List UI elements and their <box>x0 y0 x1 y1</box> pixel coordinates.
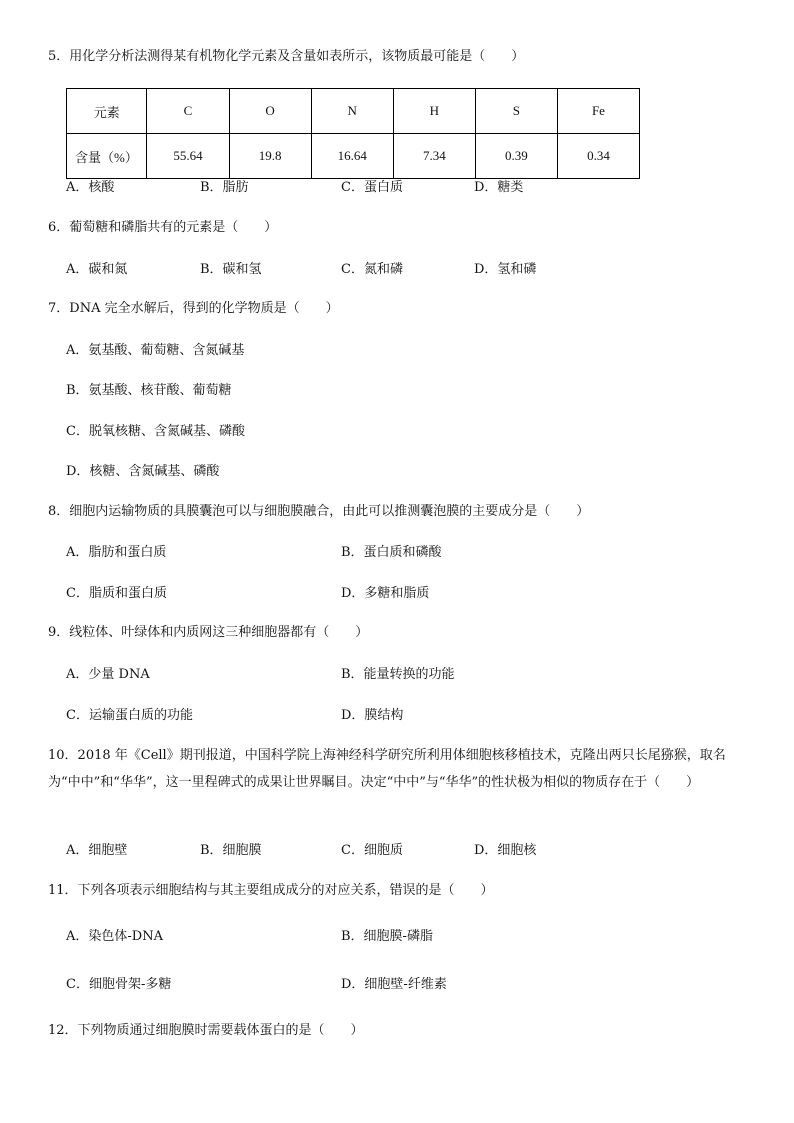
table-cell: 7.34 <box>393 134 475 179</box>
table-header-cell: S <box>475 89 557 134</box>
question-11-stem: 11．下列各项表示细胞结构与其主要组成成分的对应关系，错误的是（ ） <box>48 883 494 898</box>
table-cell: 0.39 <box>475 134 557 179</box>
question-5-option-c[interactable]: C．蛋白质 <box>341 180 403 195</box>
question-7-option-b[interactable]: B．氨基酸、核苷酸、葡萄糖 <box>66 383 232 398</box>
table-cell: 19.8 <box>229 134 311 179</box>
question-6-option-a[interactable]: A．碳和氮 <box>66 262 128 277</box>
question-5-option-d[interactable]: D．糖类 <box>474 180 524 195</box>
question-7-option-a[interactable]: A．氨基酸、葡萄糖、含氮碱基 <box>66 343 245 358</box>
question-7-option-d[interactable]: D．核糖、含氮碱基、磷酸 <box>66 464 220 479</box>
element-content-table <box>66 88 640 179</box>
question-11-option-a[interactable]: A．染色体-DNA <box>66 929 163 944</box>
question-5-option-b[interactable]: B．脂肪 <box>200 180 249 195</box>
table-cell: 16.64 <box>311 134 393 179</box>
table-cell: 55.64 <box>147 134 229 179</box>
table-cell: 含量（%） <box>67 134 147 179</box>
table-header-cell: Fe <box>557 89 639 134</box>
question-9-option-a[interactable]: A．少量 DNA <box>66 667 150 682</box>
question-9-option-b[interactable]: B．能量转换的功能 <box>341 667 455 682</box>
question-6-option-b[interactable]: B．碳和氢 <box>200 262 262 277</box>
question-7-stem: 7．DNA 完全水解后，得到的化学物质是（ ） <box>48 301 339 316</box>
table-header-cell: C <box>147 89 229 134</box>
question-12-stem: 12．下列物质通过细胞膜时需要载体蛋白的是（ ） <box>48 1023 364 1038</box>
question-9-option-c[interactable]: C．运输蛋白质的功能 <box>66 708 193 723</box>
question-7-option-c[interactable]: C．脱氧核糖、含氮碱基、磷酸 <box>66 424 245 439</box>
table-header-cell: H <box>393 89 475 134</box>
table-cell: 0.34 <box>557 134 639 179</box>
question-5-stem: 5．用化学分析法测得某有机物化学元素及含量如表所示，该物质最可能是（ ） <box>48 49 525 64</box>
table-row <box>67 89 640 134</box>
question-10-stem: 10．2018 年《Cell》期刊报道，中国科学院上海神经科学研究所利用体细胞核移植技术，克隆出两只长尾猕猴，取名为“中中”和“华华”，这一里程碑式的成果让世界瞩目。决定“中中”与“华华”的性状极为相似的物质存在于（ ） <box>48 748 726 790</box>
question-8-option-a[interactable]: A．脂肪和蛋白质 <box>66 545 167 560</box>
question-10-option-d[interactable]: D．细胞核 <box>474 843 537 858</box>
question-8-option-d[interactable]: D．多糖和脂质 <box>341 586 430 601</box>
question-5-option-a[interactable]: A．核酸 <box>66 180 115 195</box>
table-row <box>67 134 640 179</box>
table-header-cell: N <box>311 89 393 134</box>
question-10-option-a[interactable]: A．细胞壁 <box>66 843 128 858</box>
question-11-option-c[interactable]: C．细胞骨架-多糖 <box>66 977 172 992</box>
question-11-option-d[interactable]: D．细胞壁-纤维素 <box>341 977 447 992</box>
question-8-option-b[interactable]: B．蛋白质和磷酸 <box>341 545 442 560</box>
question-9-option-d[interactable]: D．膜结构 <box>341 708 404 723</box>
question-6-stem: 6．葡萄糖和磷脂共有的元素是（ ） <box>48 220 278 235</box>
table-header-cell: 元素 <box>67 89 147 134</box>
question-10-option-b[interactable]: B．细胞膜 <box>200 843 262 858</box>
question-6-option-d[interactable]: D．氢和磷 <box>474 262 537 277</box>
question-10-option-c[interactable]: C．细胞质 <box>341 843 403 858</box>
table-header-cell: O <box>229 89 311 134</box>
question-8-stem: 8．细胞内运输物质的具膜囊泡可以与细胞膜融合，由此可以推测囊泡膜的主要成分是（ ） <box>48 504 590 519</box>
question-11-option-b[interactable]: B．细胞膜-磷脂 <box>341 929 433 944</box>
question-9-stem: 9．线粒体、叶绿体和内质网这三种细胞器都有（ ） <box>48 625 369 640</box>
question-8-option-c[interactable]: C．脂质和蛋白质 <box>66 586 167 601</box>
question-6-option-c[interactable]: C．氮和磷 <box>341 262 403 277</box>
